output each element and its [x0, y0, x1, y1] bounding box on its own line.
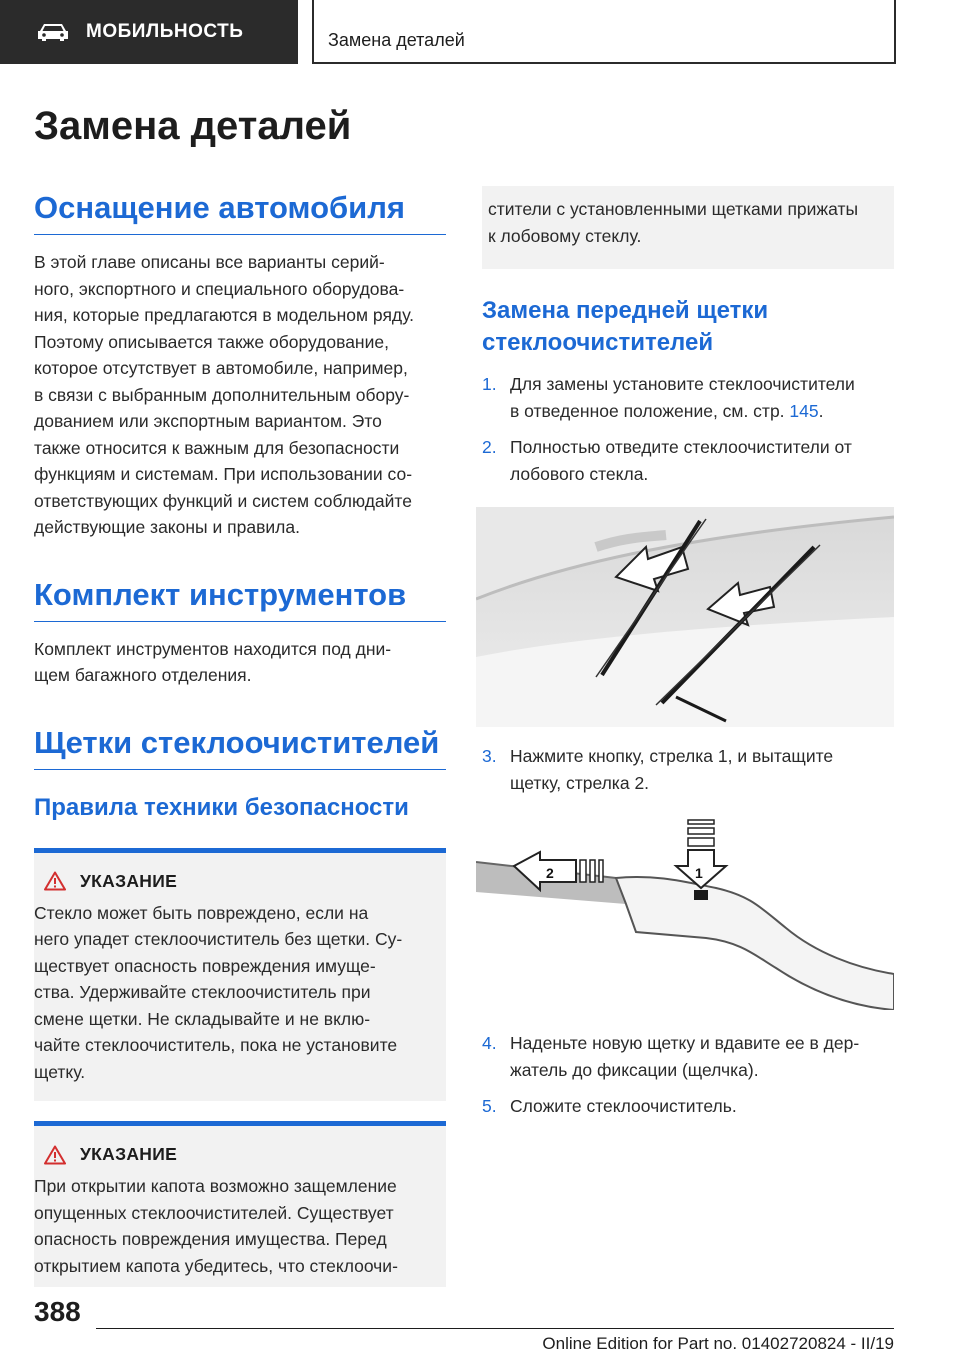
left-column — [34, 190, 446, 1287]
steps-list-b — [482, 743, 894, 796]
svg-text:1: 1 — [695, 865, 703, 881]
heading-wipers: Щетки стеклоочистителей — [34, 725, 446, 770]
chapter-label: Замена деталей — [328, 30, 465, 50]
warning-triangle-icon — [44, 871, 66, 891]
page-link[interactable]: 145 — [789, 400, 819, 421]
paragraph-equipment: В этой главе описаны все варианты серий- ного, экспортного и специального оборудова- ния, которые предлагаются в модельном ряду. Поэтому описывается также оборудование, которое отсутствует в автомобиле, например, в связи с выбранным дополнительным обору- дованием или экспортным вариантом. Это также относится к важным для безопасности функциям и системам. При использовании со- ответствующих функций и систем соблюдайте действующие законы и правила. — [34, 252, 414, 537]
heading-equipment: Оснащение автомобиля — [34, 190, 446, 235]
warning-triangle-icon — [44, 1145, 66, 1165]
warning-title: УКАЗАНИЕ — [80, 1144, 178, 1164]
figure-windshield-wipers — [476, 507, 894, 727]
section-tab — [0, 0, 298, 64]
warning-note-1 — [34, 848, 446, 1102]
heading-toolkit: Комплект инструментов — [34, 577, 446, 622]
step-item: 1. Для замены установите стеклоочистители в отведенное положение, см. стр. 145. — [482, 374, 855, 421]
steps-list-a — [482, 371, 894, 487]
warning-continuation: стители с установленными щетками прижаты к лобовому стеклу. — [482, 186, 894, 269]
footer-divider — [96, 1328, 894, 1329]
page-title: Замена деталей — [34, 104, 352, 148]
step-item: 4. Наденьте новую щетку и вдавите ее в дер- жатель до фиксации (щелчка). — [482, 1033, 860, 1080]
warning-text: Стекло может быть повреждено, если на него упадет стеклоочиститель без щетки. Су- ществует опасность повреждения имуще- ства. Удерживайте стеклоочиститель при смене щетки. Не складывайте и не вклю- чайте стеклоочиститель, пока не установите щетку. — [34, 902, 403, 1082]
warning-text: При открытии капота возможно защемление опущенных стеклоочистителей. Существует опасность повреждения имущества. Перед открытием капота убедитесь, что стеклоочи- — [34, 1176, 398, 1276]
step-item: 3. Нажмите кнопку, стрелка 1, и вытащите щетку, стрелка 2. — [482, 746, 834, 793]
section-label: МОБИЛЬНОСТЬ — [86, 21, 244, 42]
figure-blade-release — [476, 818, 894, 1010]
step-item: 2. Полностью отведите стеклоочистители от лобового стекла. — [482, 437, 852, 484]
svg-text:2: 2 — [546, 865, 554, 881]
page-number: 388 — [34, 1296, 81, 1327]
heading-safety: Правила техники безопасности — [34, 793, 409, 821]
warning-title: УКАЗАНИЕ — [80, 870, 178, 891]
chapter-header — [312, 0, 896, 64]
paragraph-toolkit: Комплект инструментов находится под дни- щем багажного отделения. — [34, 638, 392, 685]
right-column — [482, 186, 894, 1120]
step-item: 5. Сложите стеклоочиститель. — [482, 1096, 737, 1116]
steps-list-c — [482, 1030, 894, 1120]
car-icon — [36, 22, 70, 42]
warning-note-2 — [34, 1121, 446, 1287]
heading-front-wiper: Замена передней щетки стеклоочистителей — [482, 297, 769, 356]
edition-note: Online Edition for Part no. 01402720824 - II/19 — [542, 1334, 894, 1353]
